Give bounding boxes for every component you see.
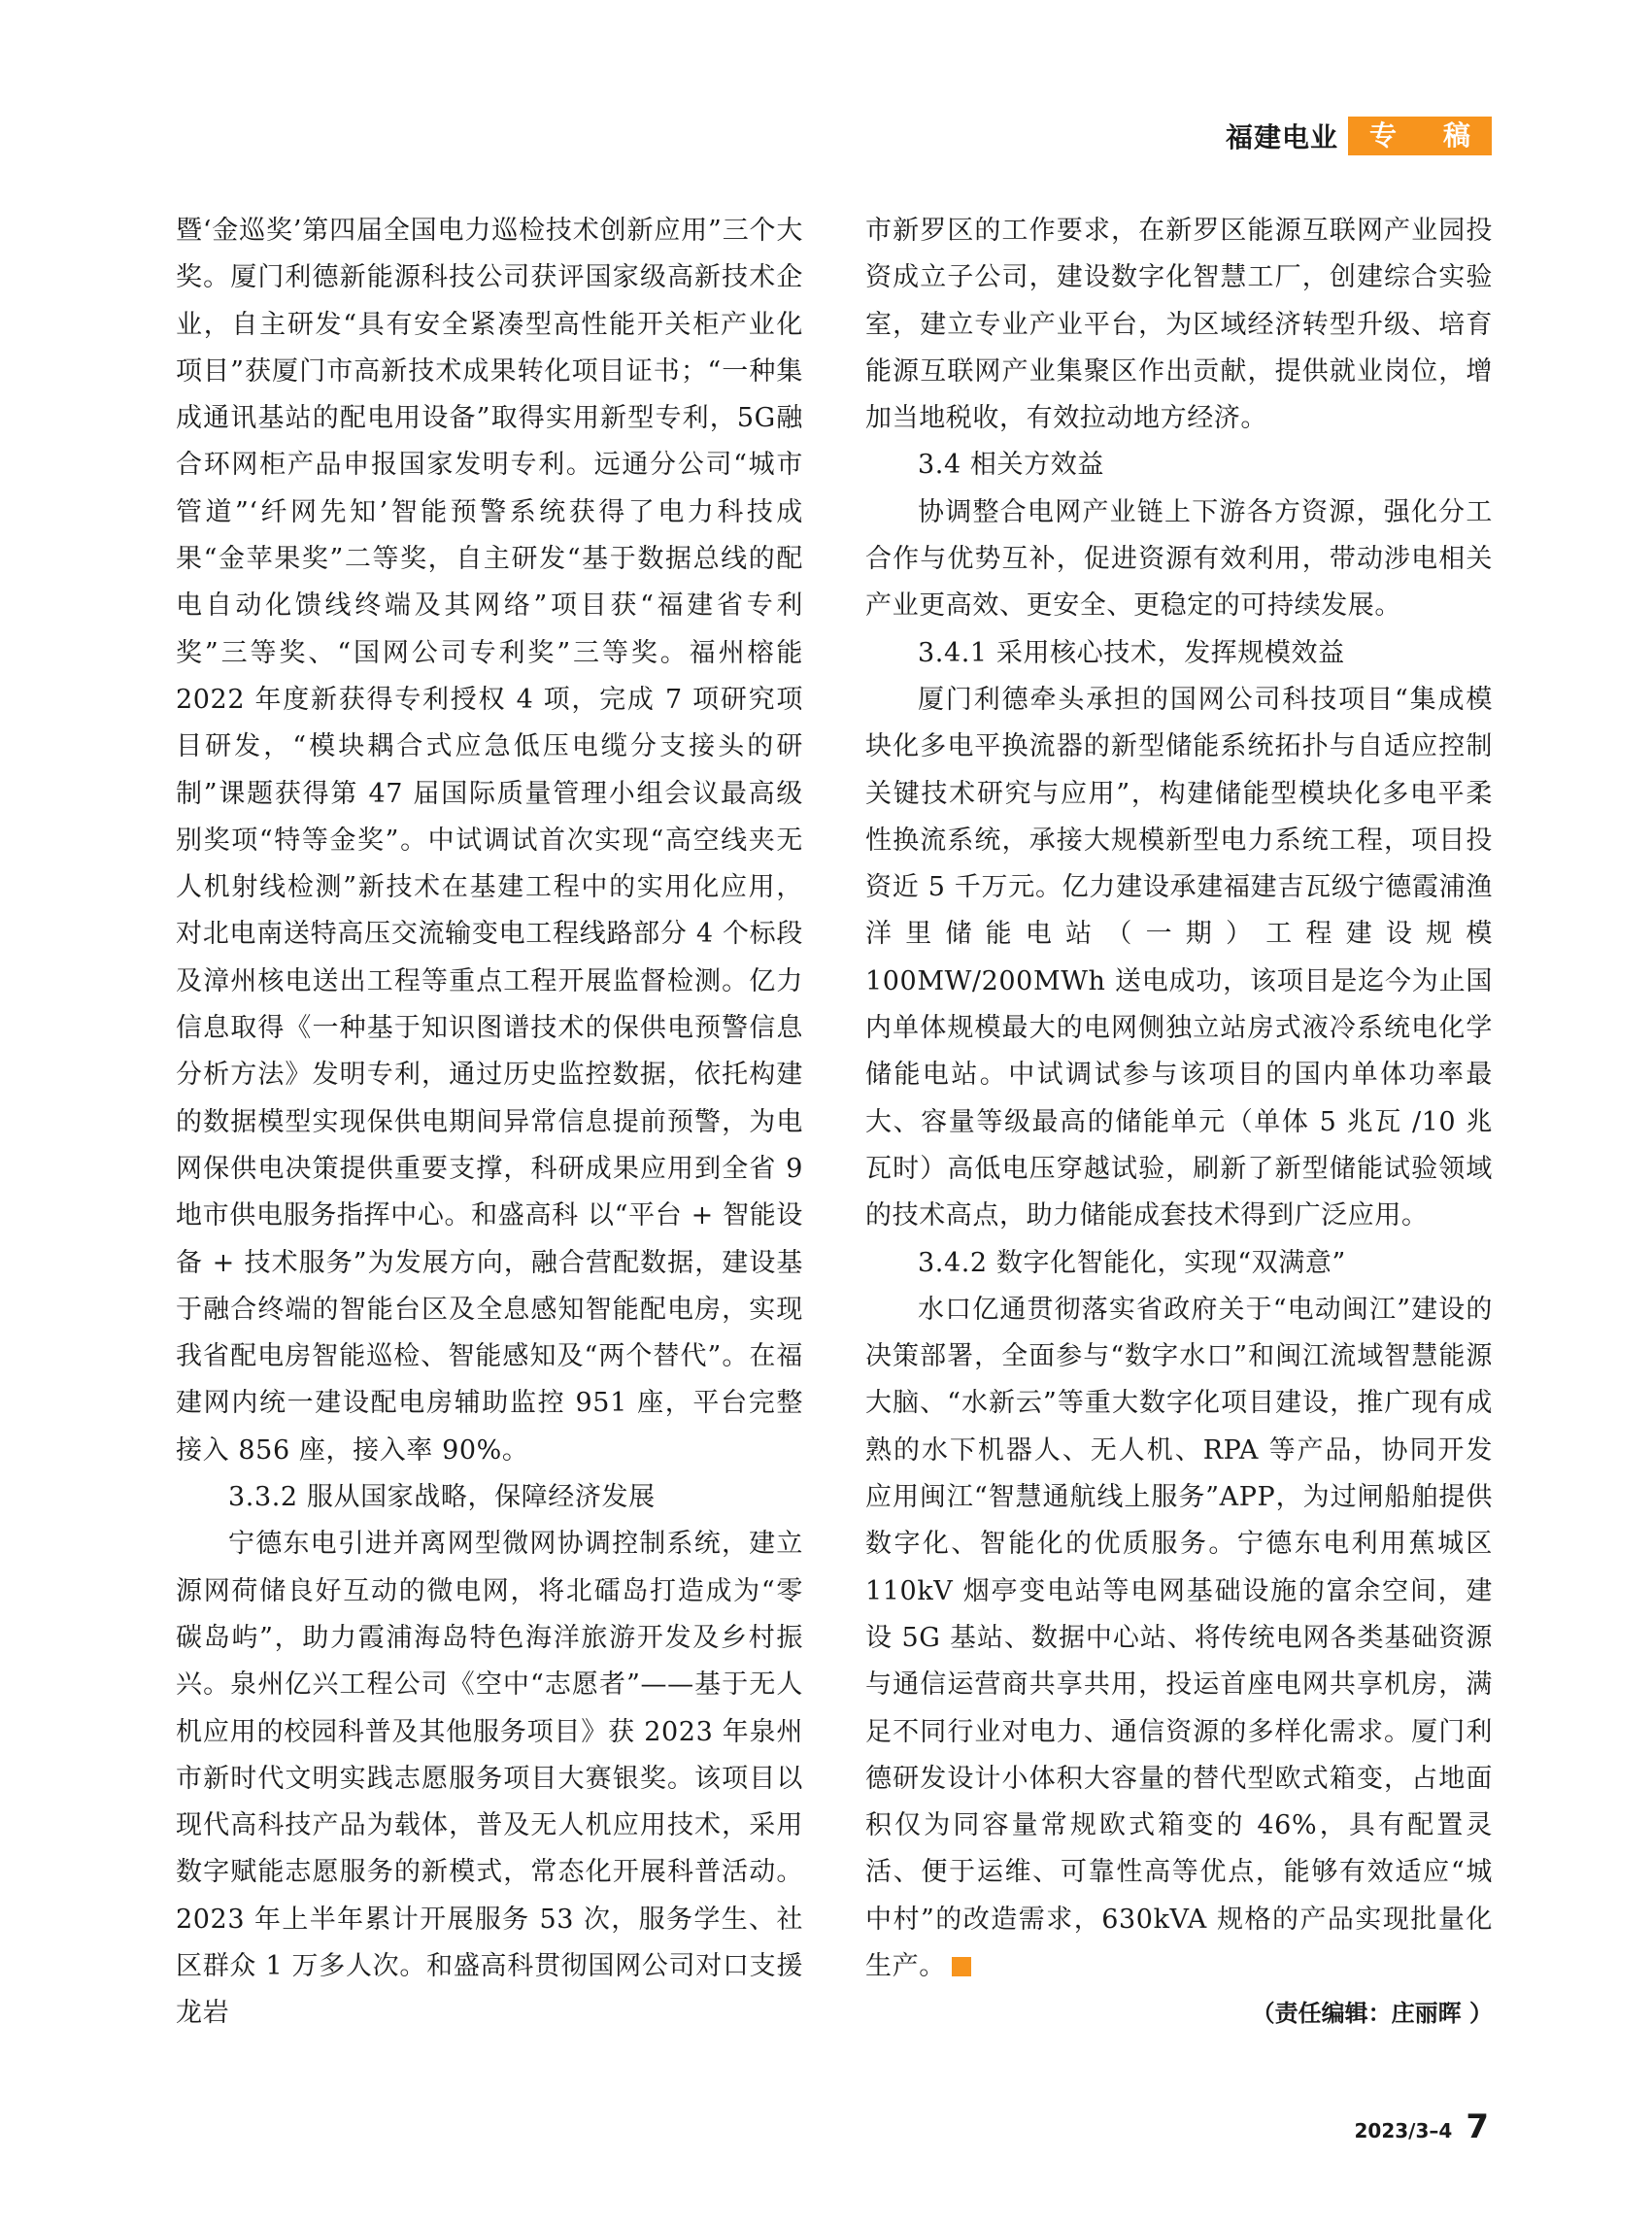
subheading: 3.4.2 数字化智能化，实现“双满意”	[918, 1247, 1346, 1278]
issue-number: 2023/3–4	[1354, 2119, 1453, 2142]
paragraph: 宁德东电引进并离网型微网协调控制系统，建立源网荷储良好互动的微电网，将北礌岛打造成为“零碳岛屿”，助力霞浦海岛特色海洋旅游开发及乡村振兴。泉州亿兴工程公司《空中“志愿者”——基于无人机应用的校园科普及其他服务项目》获 2023 年泉州市新时代文明实践志愿服务项目大赛银奖。该项目以现代高科技产品为载体，普及无人机应用技术，采用数字赋能志愿服务的新模式，常态化开展科普活动。2023 年上半年累计开展服务 53 次，服务学生、社区群众 1 万多人次。和盛高科贯彻国网公司对口支援龙岩	[176, 1529, 803, 2029]
running-header	[1226, 117, 1492, 155]
paragraph-text: 水口亿通贯彻落实省政府关于“电动闽江”建设的决策部署，全面参与“数字水口”和闽江流域智慧能源大脑、“水新云”等重大数字化项目建设，推广现有成熟的水下机器人、无人机、RPA 等产品，协同开发应用闽江“智慧通航线上服务”APP，为过闸船舶提供数字化、智能化的优质服务。宁德东电利用蕉城区 110kV 烟亭变电站等电网基础设施的富余空间，建设 5G 基站、数据中心站、将传统电网各类基础资源与通信运营商共享共用，投运首座电网共享机房，满足不同行业对电力、通信资源的多样化需求。厦门利德研发设计小体积大容量的替代型欧式箱变，占地面积仅为同容量常规欧式箱变的 46%，具有配置灵活、便于运维、可靠性高等优点，能够有效适应“城中村”的改造需求，630kVA 规格的产品实现批量化生产。	[865, 1294, 1493, 1981]
section-char-2: 稿	[1442, 119, 1470, 152]
right-column	[865, 208, 1493, 2037]
subheading: 3.4 相关方效益	[918, 450, 1104, 481]
end-of-article-mark	[952, 1957, 971, 1976]
section-badge	[1348, 117, 1492, 155]
paragraph: 暨‘金巡奖’第四届全国电力巡检技术创新应用”三个大奖。厦门利德新能源科技公司获评国家级高新技术企业，自主研发“具有安全紧凑型高性能开关柜产业化项目”获厦门市高新技术成果转化项目证书；“一种集成通讯基站的配电用设备”取得实用新型专利，5G融合环网柜产品申报国家发明专利。远通分公司“城市管道”‘纤网先知’智能预警系统获得了电力科技成果“金苹果奖”二等奖，自主研发“基于数据总线的配电自动化馈线终端及其网络”项目获“福建省专利奖”三等奖、“国网公司专利奖”三等奖。福州榕能 2022 年度新获得专利授权 4 项，完成 7 项研究项目研发，“模块耦合式应急低压电缆分支接头的研制”课题获得第 47 届国际质量管理小组会议最高级别奖项“特等金奖”。中试调试首次实现“高空线夹无人机射线检测”新技术在基建工程中的实用化应用，对北电南送特高压交流输变电工程线路部分 4 个标段及漳州核电送出工程等重点工程开展监督检测。亿力信息取得《一种基于知识图谱技术的保供电预警信息分析方法》发明专利，通过历史监控数据，依托构建的数据模型实现保供电期间异常信息提前预警，为电网保供电决策提供重要支撑，科研成果应用到全省 9 地市供电服务指挥中心。和盛高科 以“平台 + 智能设备 + 技术服务”为发展方向，融合营配数据，建设基于融合终端的智能台区及全息感知智能配电房，实现我省配电房智能巡检、智能感知及“两个替代”。在福建网内统一建设配电房辅助监控 951 座，平台完整接入 856 座，接入率 90%。	[176, 216, 803, 1466]
page-number: 7	[1466, 2108, 1489, 2146]
paragraph-last	[865, 1287, 1493, 1990]
section-char-1: 专	[1369, 119, 1398, 152]
left-column	[176, 208, 803, 2038]
magazine-name: 福建电业	[1225, 121, 1338, 153]
paragraph: 市新罗区的工作要求，在新罗区能源互联网产业园投资成立子公司，建设数字化智慧工厂，创建综合实验室，建立专业产业平台，为区域经济转型升级、培育能源互联网产业集聚区作出贡献，提供就业岗位，增加当地税收，有效拉动地方经济。	[865, 216, 1493, 434]
subheading: 3.3.2 服从国家战略，保障经济发展	[228, 1482, 656, 1513]
editor-credit: （责任编辑：庄丽晖 ）	[1251, 2000, 1493, 2028]
subheading: 3.4.1 采用核心技术，发挥规模效益	[918, 637, 1345, 668]
page-footer	[1355, 2108, 1489, 2146]
paragraph: 厦门利德牵头承担的国网公司科技项目“集成模块化多电平换流器的新型储能系统拓扑与自适应控制关键技术研究与应用”，构建储能型模块化多电平柔性换流系统，承接大规模新型电力系统工程，项目投资近 5 千万元。亿力建设承建福建吉瓦级宁德霞浦渔洋里储能电站（一期）工程建设规模 100MW/200MWh 送电成功，该项目是迄今为止国内单体规模最大的电网侧独立站房式液冷系统电化学储能电站。中试调试参与该项目的国内单体功率最大、容量等级最高的储能单元（单体 5 兆瓦 /10 兆瓦时）高低电压穿越试验，刷新了新型储能试验领域的技术高点，助力储能成套技术得到广泛应用。	[865, 684, 1493, 1231]
paragraph: 协调整合电网产业链上下游各方资源，强化分工合作与优势互补，促进资源有效利用，带动涉电相关产业更高效、更安全、更稳定的可持续发展。	[865, 496, 1493, 622]
